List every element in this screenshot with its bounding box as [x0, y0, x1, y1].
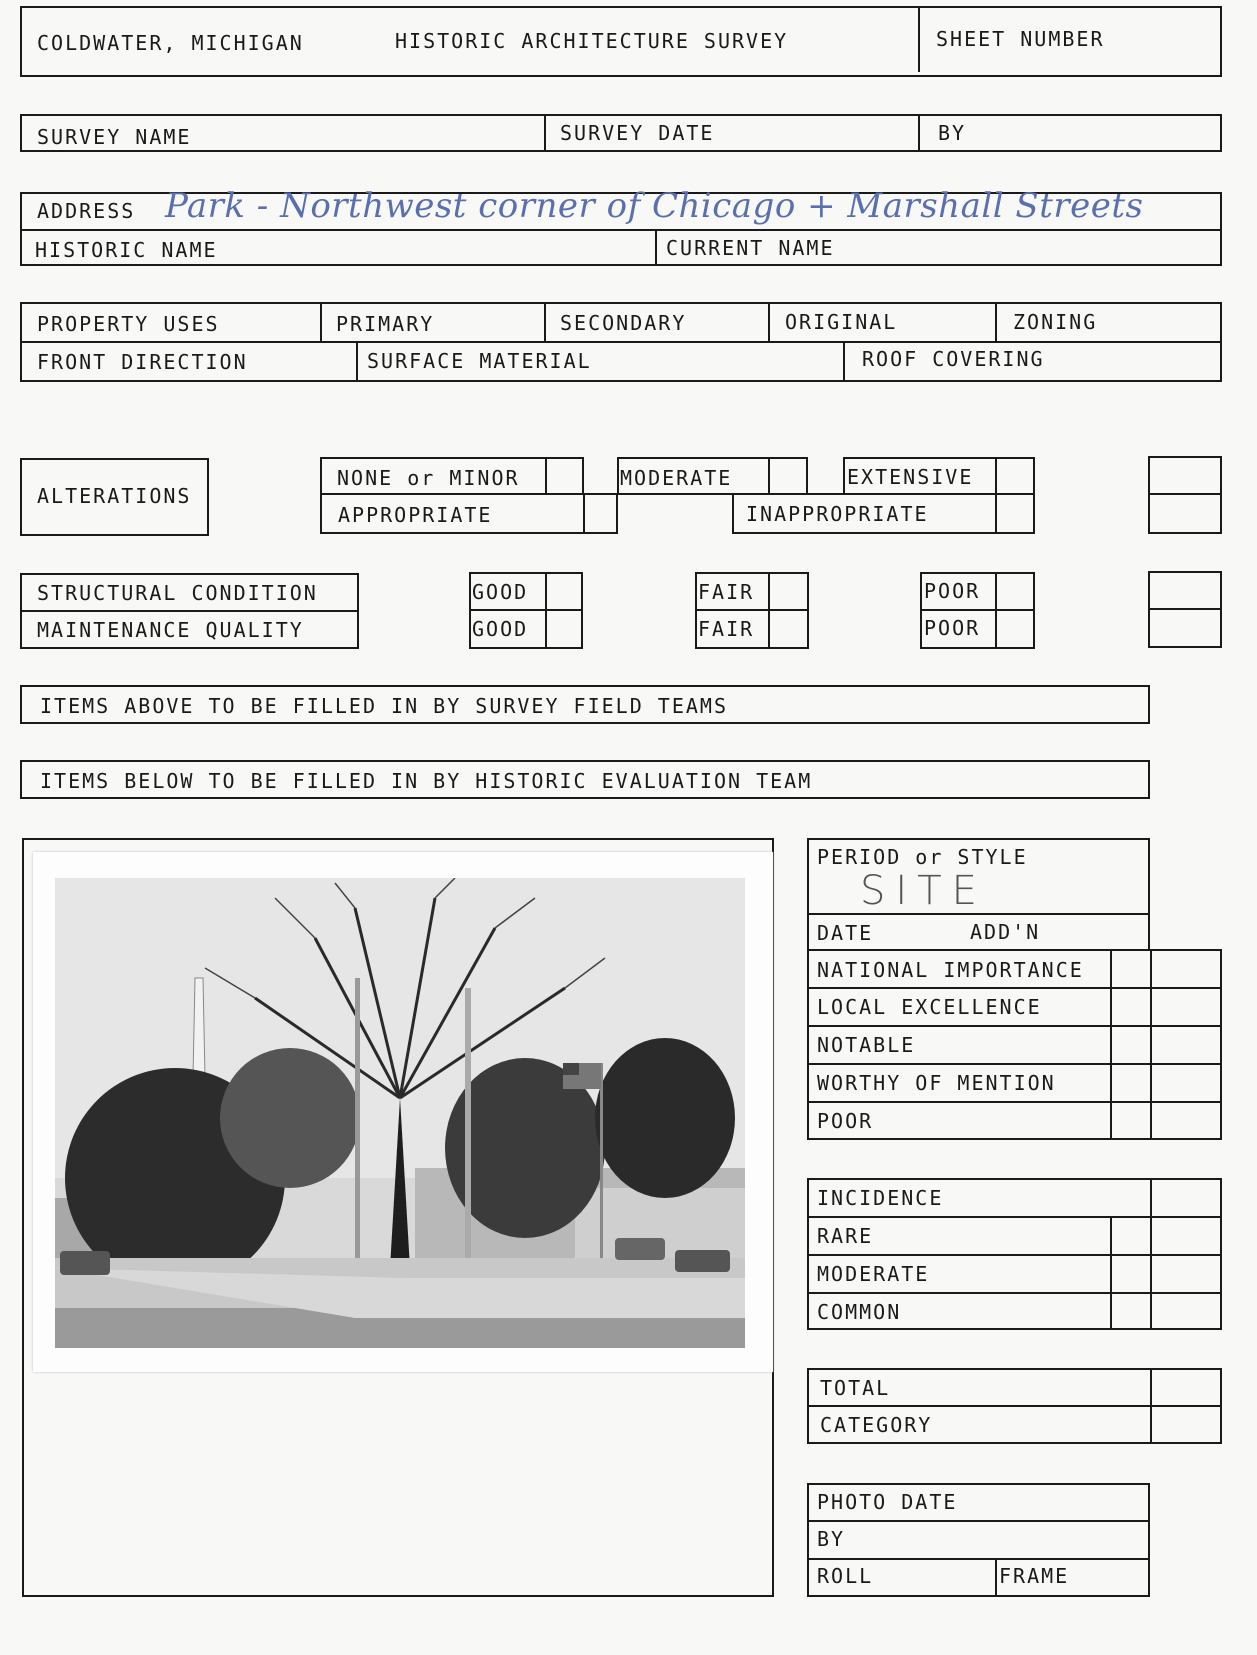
- address-label: ADDRESS: [37, 199, 136, 223]
- primary-label: PRIMARY: [336, 312, 435, 336]
- photo-info-row-2: [807, 1558, 1150, 1560]
- importance-row-1: [807, 987, 1222, 989]
- roof-covering-label: ROOF COVERING: [862, 347, 1045, 371]
- worthy-label: WORTHY OF MENTION: [817, 1071, 1056, 1095]
- survey-name-label: SURVEY NAME: [37, 125, 192, 149]
- totals-divider: [1150, 1368, 1152, 1442]
- inappropriate-label: INAPPROPRIATE: [746, 502, 929, 526]
- uses-div-3: [768, 302, 770, 341]
- current-name-label: CURRENT NAME: [666, 236, 835, 260]
- fair-div: [695, 609, 809, 611]
- rare-label: RARE: [817, 1224, 874, 1248]
- header-title: HISTORIC ARCHITECTURE SURVEY: [395, 29, 789, 53]
- poor-label-1: POOR: [924, 579, 981, 603]
- survey-divider-2: [918, 114, 920, 150]
- below-note: ITEMS BELOW TO BE FILLED IN BY HISTORIC EVALUATION TEAM: [40, 769, 813, 793]
- incidence-label: INCIDENCE: [817, 1186, 944, 1210]
- uses-div-4: [995, 302, 997, 341]
- good-div: [469, 609, 583, 611]
- front-direction-label: FRONT DIRECTION: [37, 350, 248, 374]
- historic-name-label: HISTORIC NAME: [35, 238, 218, 262]
- inappropriate-check-div: [995, 493, 997, 532]
- front-div-2: [843, 341, 845, 381]
- property-uses-label: PROPERTY USES: [37, 312, 220, 336]
- address-divider: [20, 229, 1222, 231]
- local-excellence-label: LOCAL EXCELLENCE: [817, 995, 1042, 1019]
- moderate-alt-label: MODERATE: [620, 466, 733, 490]
- structural-condition-label: STRUCTURAL CONDITION: [37, 581, 318, 605]
- incidence-divider: [1110, 1216, 1112, 1328]
- incidence-score-edge: [1150, 1178, 1152, 1328]
- property-divider: [20, 341, 1222, 343]
- roll-label: ROLL: [817, 1564, 874, 1588]
- above-note: ITEMS ABOVE TO BE FILLED IN BY SURVEY FIELD TEAMS: [40, 694, 729, 718]
- period-style-label: PERIOD or STYLE: [817, 845, 1028, 869]
- notable-label: NOTABLE: [817, 1033, 916, 1057]
- common-label: COMMON: [817, 1300, 902, 1324]
- incidence-row-2: [807, 1254, 1222, 1256]
- extensive-label: EXTENSIVE: [847, 465, 974, 489]
- alterations-label: ALTERATIONS: [37, 484, 192, 508]
- original-label: ORIGINAL: [785, 310, 898, 334]
- header-city: COLDWATER, MICHIGAN: [37, 31, 304, 55]
- national-importance-label: NATIONAL IMPORTANCE: [817, 958, 1084, 982]
- survey-by-label: BY: [938, 121, 967, 145]
- survey-divider-1: [544, 114, 546, 150]
- name-divider: [655, 229, 657, 265]
- address-handwritten: Park - Northwest corner of Chicago + Marshall Streets: [165, 186, 1144, 226]
- poor-check-div: [995, 572, 997, 647]
- poor-div: [920, 609, 1035, 611]
- eval-poor-label: POOR: [817, 1109, 874, 1133]
- photo-info-row-1: [807, 1520, 1150, 1522]
- fair-label-1: FAIR: [698, 580, 755, 604]
- photo-by-label: BY: [817, 1527, 846, 1551]
- uses-div-2: [544, 302, 546, 341]
- condition-label-div: [20, 610, 359, 612]
- secondary-label: SECONDARY: [560, 311, 687, 335]
- importance-row-4: [807, 1101, 1222, 1103]
- condition-score-div: [1148, 608, 1222, 610]
- category-label: CATEGORY: [820, 1413, 933, 1437]
- none-minor-check-div: [545, 457, 547, 493]
- moderate-check-div: [768, 457, 770, 493]
- maintenance-quality-label: MAINTENANCE QUALITY: [37, 618, 304, 642]
- addn-label: ADD'N: [970, 920, 1041, 944]
- zoning-label: ZONING: [1013, 310, 1098, 334]
- site-photo: [55, 878, 745, 1348]
- incidence-row-1: [807, 1216, 1222, 1218]
- good-label-1: GOOD: [472, 580, 529, 604]
- good-label-2: GOOD: [472, 617, 529, 641]
- roll-frame-divider: [995, 1558, 997, 1595]
- importance-row-2: [807, 1025, 1222, 1027]
- park-photo-illustration: [55, 878, 745, 1348]
- photo-date-label: PHOTO DATE: [817, 1490, 958, 1514]
- front-div-1: [356, 341, 358, 381]
- surface-material-label: SURFACE MATERIAL: [367, 349, 592, 373]
- extensive-check-div: [995, 457, 997, 493]
- none-minor-label: NONE or MINOR: [337, 466, 520, 490]
- importance-score-edge: [1150, 949, 1152, 1138]
- importance-row-3: [807, 1063, 1222, 1065]
- sheet-number-label: SHEET NUMBER: [936, 27, 1105, 51]
- header-divider: [918, 6, 920, 72]
- period-style-value: SITE: [860, 868, 987, 914]
- incidence-moderate-label: MODERATE: [817, 1262, 930, 1286]
- total-label: TOTAL: [820, 1376, 891, 1400]
- importance-divider: [1110, 949, 1112, 1138]
- good-check-div: [545, 572, 547, 647]
- appropriate-check-div: [583, 493, 585, 532]
- totals-row: [807, 1405, 1222, 1407]
- fair-label-2: FAIR: [698, 617, 755, 641]
- uses-div-1: [320, 302, 322, 341]
- alterations-score-div: [1148, 493, 1222, 495]
- fair-check-div: [768, 572, 770, 647]
- poor-label-2: POOR: [924, 616, 981, 640]
- incidence-row-3: [807, 1292, 1222, 1294]
- date-label: DATE: [817, 921, 874, 945]
- survey-date-label: SURVEY DATE: [560, 121, 715, 145]
- alterations-score-box: [1148, 456, 1222, 534]
- appropriate-label: APPROPRIATE: [338, 503, 493, 527]
- frame-label: FRAME: [999, 1564, 1070, 1588]
